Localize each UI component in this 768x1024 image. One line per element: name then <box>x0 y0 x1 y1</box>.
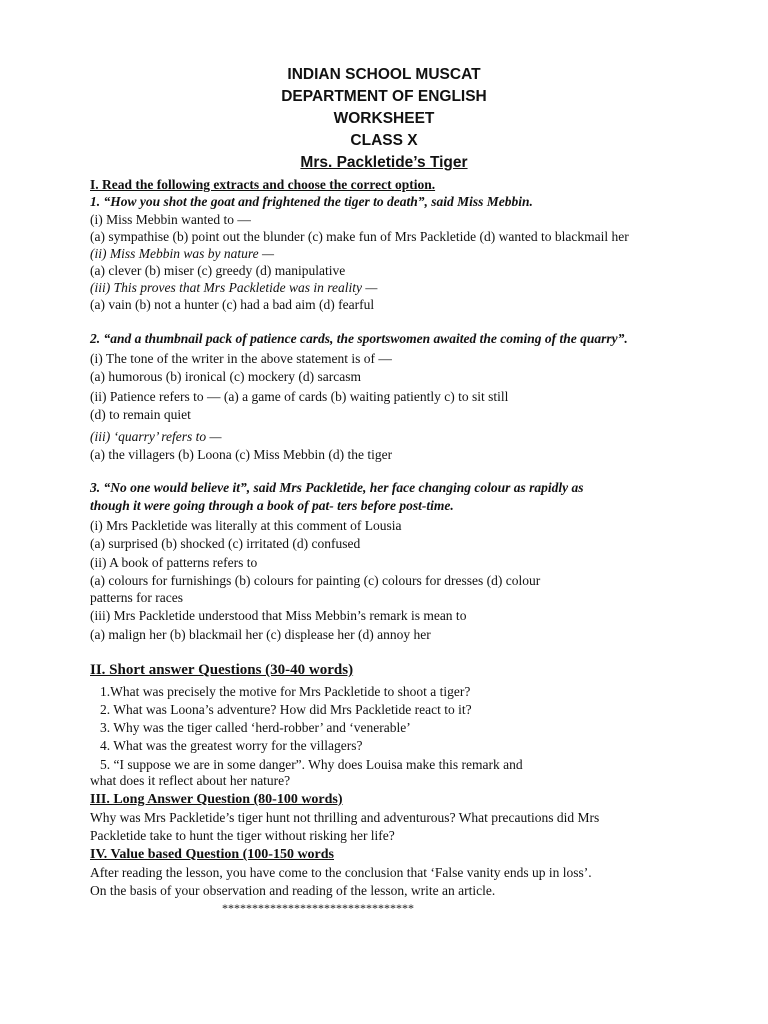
lesson-title: Mrs. Packletide’s Tiger <box>300 154 468 171</box>
school-name: INDIAN SCHOOL MUSCAT <box>287 66 481 83</box>
q1-line: (i) Miss Mebbin wanted to — <box>90 212 251 227</box>
section-4-heading: IV. Value based Question (100-150 words <box>90 847 335 862</box>
q1-line: (a) clever (b) miser (c) greedy (d) manipulative <box>90 263 346 278</box>
class-label: CLASS X <box>350 132 418 149</box>
q2-line: (ii) Patience refers to — (a) a game of cards (b) waiting patiently c) to sit still <box>90 389 509 404</box>
q3-extract-line-2: though it were going through a book of pat- ters before post-time. <box>90 498 454 513</box>
separator-stars: ******************************** <box>222 901 414 915</box>
q3-line: (a) malign her (b) blackmail her (c) displease her (d) annoy her <box>90 627 431 642</box>
q2-extract: 2. “and a thumbnail pack of patience cards, the sportswomen awaited the coming of the quarry”. <box>90 331 628 346</box>
q2-line: (d) to remain quiet <box>90 407 191 422</box>
short-question: 1.What was precisely the motive for Mrs Packletide to shoot a tiger? <box>100 684 471 699</box>
document-type: WORKSHEET <box>333 110 435 127</box>
q3-line: (iii) Mrs Packletide understood that Miss Mebbin’s remark is mean to <box>90 608 467 623</box>
q2-line: (a) humorous (b) ironical (c) mockery (d) sarcasm <box>90 369 362 384</box>
section-2-heading: II. Short answer Questions (30-40 words) <box>90 662 354 678</box>
short-question: what does it reflect about her nature? <box>90 773 291 788</box>
value-question-line: On the basis of your observation and reading of the lesson, write an article. <box>90 883 496 898</box>
long-question-line: Why was Mrs Packletide’s tiger hunt not thrilling and adventurous? What precautions did Mrs <box>90 810 600 825</box>
q2-line: (i) The tone of the writer in the above statement is of — <box>90 351 392 366</box>
q3-line: patterns for races <box>90 590 183 605</box>
q1-extract: 1. “How you shot the goat and frightened the tiger to death”, said Miss Mebbin. <box>90 194 533 209</box>
q3-extract-line-1: 3. “No one would believe it”, said Mrs Packletide, her face changing colour as rapidly as <box>90 480 584 495</box>
q3-line: (ii) A book of patterns refers to <box>90 555 258 570</box>
section-1-heading: I. Read the following extracts and choose the correct option. <box>90 177 436 192</box>
value-question-line: After reading the lesson, you have come to the conclusion that ‘False vanity ends up in loss’. <box>90 865 592 880</box>
q3-line: (a) colours for furnishings (b) colours for painting (c) colours for dresses (d) colour <box>90 573 541 588</box>
q1-line: (ii) Miss Mebbin was by nature — <box>90 246 274 261</box>
short-question: 2. What was Loona’s adventure? How did Mrs Packletide react to it? <box>100 702 472 717</box>
short-question: 4. What was the greatest worry for the villagers? <box>100 738 363 753</box>
short-question: 3. Why was the tiger called ‘herd-robber’ and ‘venerable’ <box>100 720 411 735</box>
q2-line: (iii) ‘quarry’ refers to — <box>90 429 222 444</box>
q1-line: (iii) This proves that Mrs Packletide was in reality — <box>90 280 378 295</box>
q3-line: (a) surprised (b) shocked (c) irritated (d) confused <box>90 536 361 551</box>
q1-line: (a) sympathise (b) point out the blunder (c) make fun of Mrs Packletide (d) wanted to blackmail her <box>90 229 629 244</box>
short-question: 5. “I suppose we are in some danger”. Why does Louisa make this remark and <box>100 757 523 772</box>
section-3-heading: III. Long Answer Question (80-100 words) <box>90 792 343 807</box>
q3-line: (i) Mrs Packletide was literally at this comment of Lousia <box>90 518 402 533</box>
department-name: DEPARTMENT OF ENGLISH <box>281 88 487 105</box>
long-question-line: Packletide take to hunt the tiger without risking her life? <box>90 828 395 843</box>
q2-line: (a) the villagers (b) Loona (c) Miss Mebbin (d) the tiger <box>90 447 393 462</box>
q1-line: (a) vain (b) not a hunter (c) had a bad aim (d) fearful <box>90 297 375 312</box>
